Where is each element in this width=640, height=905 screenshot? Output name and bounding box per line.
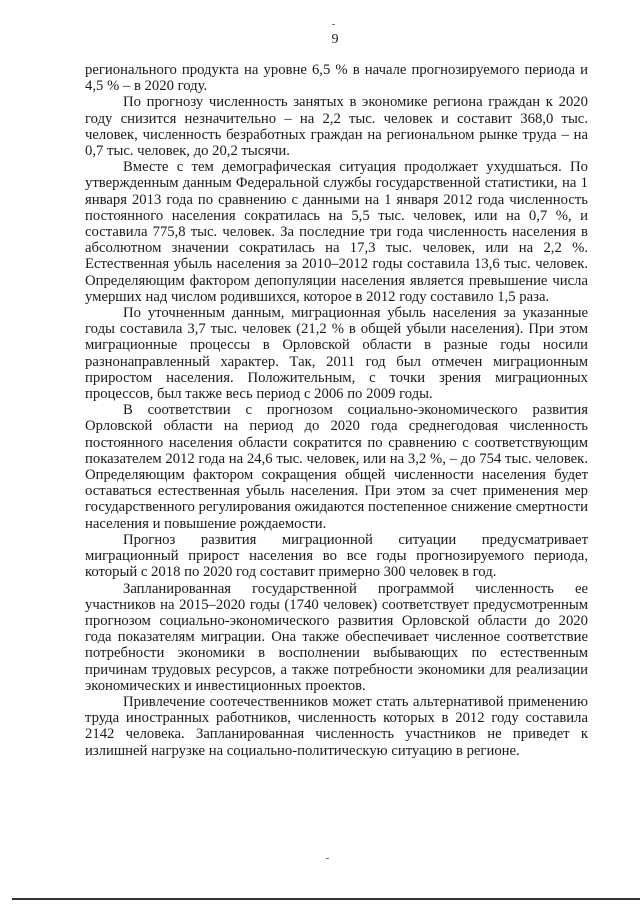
paragraph: Запланированная государственной программой численность ее участников на 2015–2020 годы (1740 человек) соответствует предусмотренным прогнозом социально-экономического развития Орловской области до 2020 года показателям миграции. Она также обеспечивает численное соответствие потребности экономики в восполнении выбывающих по естественным причинам трудовых ресурсов, а также потребности экономики для реализации экономических и инвестиционных проектов. [85, 580, 588, 694]
page-number: 9 [331, 32, 339, 47]
paragraph: По прогнозу численность занятых в экономике региона граждан к 2020 году снизится незначительно – на 2,2 тыс. человек и составит 368,0 тыс. человек, численность безработных граждан на региональном рынке труда – на 0,7 тыс. человек, до 20,2 тысячи. [85, 94, 588, 160]
paragraph: Прогноз развития миграционной ситуации предусматривает миграционный прирост населения во все годы прогнозируемого периода, который с 2018 по 2020 год составит примерно 300 человек в год. [85, 531, 588, 581]
scan-speck [332, 24, 335, 25]
body-text [85, 62, 588, 759]
scan-speck [326, 858, 329, 859]
paragraph: По уточненным данным, миграционная убыль населения за указанные годы составила 3,7 тыс. человек (21,2 % в общей убыли населения). При этом миграционные процессы в Орловской области в разные годы носили разнонаправленный характер. Так, 2011 год был отмечен миграционным приростом населения. Положительным, с точки зрения миграционных процессов, был также весь период с 2006 по 2009 годы. [85, 305, 588, 403]
scan-edge-line [12, 898, 640, 900]
paragraph: В соответствии с прогнозом социально-экономического развития Орловской области на период до 2020 года среднегодовая численность постоянного населения области сократится по сравнению с соответствующим показателем 2012 года на 24,6 тыс. человек, или на 3,2 %, – до 754 тыс. человек. Определяющим фактором сокращения общей численности населения будет оставаться естественная убыль населения. При этом за счет применения мер государственного регулирования ожидаются постепенное снижение смертности населения и повышение рождаемости. [85, 402, 588, 532]
paragraph: регионального продукта на уровне 6,5 % в начале прогнозируемого периода и 4,5 % – в 2020 году. [85, 62, 588, 95]
paragraph: Привлечение соотечественников может стать альтернативой применению труда иностранных работников, численность которых в 2012 году составила 2142 человека. Запланированная численность участников не приведет к излишней нагрузке на социально-политическую ситуацию в регионе. [85, 693, 588, 759]
paragraph: Вместе с тем демографическая ситуация продолжает ухудшаться. По утвержденным данным Федеральной службы государственной статистики, на 1 января 2013 года по сравнению с данными на 1 января 2012 года численность постоянного населения сократилась на 5,5 тыс. человек, или на 0,7 %, и составила 775,8 тыс. человек. За последние три года численность населения в абсолютном значении сократилась на 17,3 тыс. человек, или на 2,2 %. Естественная убыль населения за 2010–2012 годы составила 13,6 тыс. человек. Определяющим фактором депопуляции населения является превышение числа умерших над числом родившихся, которое в 2012 году составило 1,5 раза. [85, 159, 588, 305]
